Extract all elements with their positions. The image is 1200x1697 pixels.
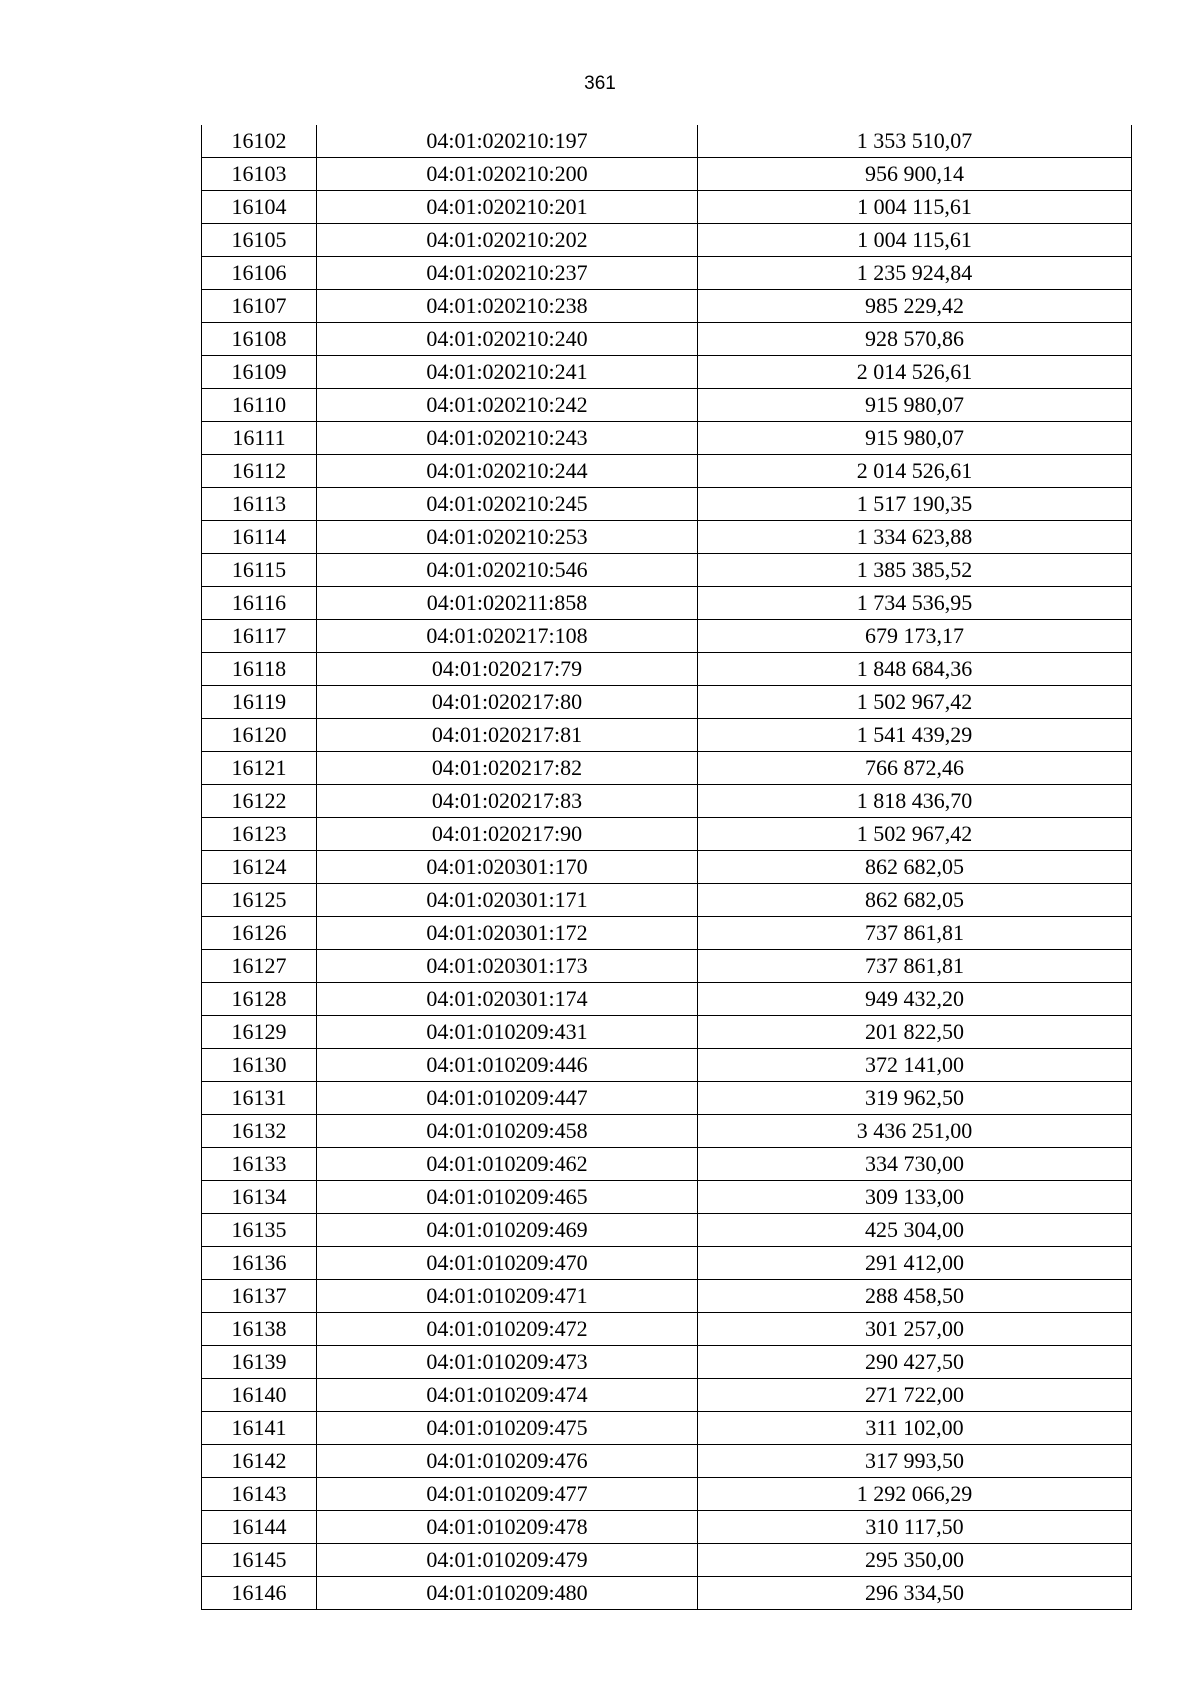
table-row (202, 1544, 1132, 1577)
row-number-cell: 16109 (202, 356, 317, 389)
table-row (202, 1016, 1132, 1049)
table-row (202, 752, 1132, 785)
row-number-cell: 16106 (202, 257, 317, 290)
value-cell: 1 334 623,88 (698, 521, 1132, 554)
row-number-cell: 16128 (202, 983, 317, 1016)
row-number-cell: 16118 (202, 653, 317, 686)
row-number-cell: 16134 (202, 1181, 317, 1214)
value-cell: 319 962,50 (698, 1082, 1132, 1115)
cadastral-number-cell: 04:01:020301:172 (317, 917, 698, 950)
cadastral-number-cell: 04:01:020301:171 (317, 884, 698, 917)
row-number-cell: 16116 (202, 587, 317, 620)
table-row (202, 554, 1132, 587)
cadastral-number-cell: 04:01:010209:447 (317, 1082, 698, 1115)
row-number-cell: 16104 (202, 191, 317, 224)
cadastral-number-cell: 04:01:020217:108 (317, 620, 698, 653)
row-number-cell: 16111 (202, 422, 317, 455)
table-row (202, 1379, 1132, 1412)
table-body (202, 125, 1132, 1610)
cadastral-number-cell: 04:01:020301:170 (317, 851, 698, 884)
cadastral-number-cell: 04:01:010209:478 (317, 1511, 698, 1544)
table-row (202, 521, 1132, 554)
row-number-cell: 16114 (202, 521, 317, 554)
cadastral-number-cell: 04:01:020210:241 (317, 356, 698, 389)
row-number-cell: 16133 (202, 1148, 317, 1181)
row-number-cell: 16132 (202, 1115, 317, 1148)
value-cell: 334 730,00 (698, 1148, 1132, 1181)
table-row (202, 455, 1132, 488)
table-row (202, 1049, 1132, 1082)
value-cell: 271 722,00 (698, 1379, 1132, 1412)
row-number-cell: 16138 (202, 1313, 317, 1346)
value-cell: 301 257,00 (698, 1313, 1132, 1346)
table-row (202, 917, 1132, 950)
value-cell: 1 004 115,61 (698, 191, 1132, 224)
value-cell: 1 818 436,70 (698, 785, 1132, 818)
cadastral-number-cell: 04:01:010209:471 (317, 1280, 698, 1313)
value-cell: 288 458,50 (698, 1280, 1132, 1313)
table-row (202, 488, 1132, 521)
value-cell: 1 848 684,36 (698, 653, 1132, 686)
cadastral-number-cell: 04:01:020217:83 (317, 785, 698, 818)
cadastral-number-cell: 04:01:010209:476 (317, 1445, 698, 1478)
cadastral-number-cell: 04:01:020210:240 (317, 323, 698, 356)
cadastral-number-cell: 04:01:020210:242 (317, 389, 698, 422)
cadastral-number-cell: 04:01:010209:465 (317, 1181, 698, 1214)
value-cell: 862 682,05 (698, 851, 1132, 884)
cadastral-number-cell: 04:01:020210:546 (317, 554, 698, 587)
row-number-cell: 16131 (202, 1082, 317, 1115)
row-number-cell: 16130 (202, 1049, 317, 1082)
row-number-cell: 16117 (202, 620, 317, 653)
value-cell: 425 304,00 (698, 1214, 1132, 1247)
value-cell: 1 235 924,84 (698, 257, 1132, 290)
value-cell: 2 014 526,61 (698, 455, 1132, 488)
cadastral-number-cell: 04:01:020217:90 (317, 818, 698, 851)
row-number-cell: 16125 (202, 884, 317, 917)
cadastral-number-cell: 04:01:010209:462 (317, 1148, 698, 1181)
value-cell: 2 014 526,61 (698, 356, 1132, 389)
table-row (202, 884, 1132, 917)
cadastral-number-cell: 04:01:020211:858 (317, 587, 698, 620)
value-cell: 1 517 190,35 (698, 488, 1132, 521)
row-number-cell: 16103 (202, 158, 317, 191)
value-cell: 291 412,00 (698, 1247, 1132, 1280)
table-row (202, 1214, 1132, 1247)
value-cell: 915 980,07 (698, 422, 1132, 455)
table-row (202, 851, 1132, 884)
cadastral-number-cell: 04:01:020217:79 (317, 653, 698, 686)
cadastral-number-cell: 04:01:020210:201 (317, 191, 698, 224)
value-cell: 310 117,50 (698, 1511, 1132, 1544)
table-row (202, 983, 1132, 1016)
table-row (202, 356, 1132, 389)
cadastral-number-cell: 04:01:020210:244 (317, 455, 698, 488)
row-number-cell: 16107 (202, 290, 317, 323)
value-cell: 295 350,00 (698, 1544, 1132, 1577)
value-cell: 737 861,81 (698, 917, 1132, 950)
value-cell: 201 822,50 (698, 1016, 1132, 1049)
value-cell: 949 432,20 (698, 983, 1132, 1016)
value-cell: 1 385 385,52 (698, 554, 1132, 587)
row-number-cell: 16123 (202, 818, 317, 851)
cadastral-number-cell: 04:01:020210:197 (317, 125, 698, 158)
value-cell: 928 570,86 (698, 323, 1132, 356)
table-row (202, 653, 1132, 686)
cadastral-number-cell: 04:01:010209:475 (317, 1412, 698, 1445)
cadastral-number-cell: 04:01:020217:82 (317, 752, 698, 785)
cadastral-number-cell: 04:01:010209:477 (317, 1478, 698, 1511)
row-number-cell: 16115 (202, 554, 317, 587)
row-number-cell: 16110 (202, 389, 317, 422)
row-number-cell: 16105 (202, 224, 317, 257)
table-row (202, 1313, 1132, 1346)
table-row (202, 1445, 1132, 1478)
row-number-cell: 16112 (202, 455, 317, 488)
table-row (202, 1346, 1132, 1379)
table-row (202, 587, 1132, 620)
cadastral-number-cell: 04:01:010209:458 (317, 1115, 698, 1148)
value-cell: 956 900,14 (698, 158, 1132, 191)
value-cell: 737 861,81 (698, 950, 1132, 983)
table-row (202, 1247, 1132, 1280)
table-row (202, 158, 1132, 191)
table-row (202, 818, 1132, 851)
table-row (202, 1412, 1132, 1445)
value-cell: 290 427,50 (698, 1346, 1132, 1379)
row-number-cell: 16143 (202, 1478, 317, 1511)
value-cell: 309 133,00 (698, 1181, 1132, 1214)
value-cell: 311 102,00 (698, 1412, 1132, 1445)
row-number-cell: 16124 (202, 851, 317, 884)
value-cell: 372 141,00 (698, 1049, 1132, 1082)
cadastral-number-cell: 04:01:020217:81 (317, 719, 698, 752)
value-cell: 679 173,17 (698, 620, 1132, 653)
table-row (202, 785, 1132, 818)
row-number-cell: 16102 (202, 125, 317, 158)
table-row (202, 1148, 1132, 1181)
cadastral-number-cell: 04:01:020210:245 (317, 488, 698, 521)
value-cell: 766 872,46 (698, 752, 1132, 785)
table-row (202, 950, 1132, 983)
value-cell: 1 734 536,95 (698, 587, 1132, 620)
row-number-cell: 16136 (202, 1247, 317, 1280)
row-number-cell: 16126 (202, 917, 317, 950)
table-row (202, 1478, 1132, 1511)
cadastral-number-cell: 04:01:010209:431 (317, 1016, 698, 1049)
cadastral-number-cell: 04:01:010209:472 (317, 1313, 698, 1346)
cadastral-number-cell: 04:01:020210:238 (317, 290, 698, 323)
row-number-cell: 16129 (202, 1016, 317, 1049)
value-cell: 1 502 967,42 (698, 686, 1132, 719)
table-row (202, 224, 1132, 257)
cadastral-number-cell: 04:01:010209:470 (317, 1247, 698, 1280)
row-number-cell: 16145 (202, 1544, 317, 1577)
table-row (202, 1082, 1132, 1115)
cadastral-number-cell: 04:01:010209:479 (317, 1544, 698, 1577)
table-row (202, 1115, 1132, 1148)
table-row (202, 389, 1132, 422)
table-row (202, 1511, 1132, 1544)
value-cell: 1 353 510,07 (698, 125, 1132, 158)
cadastral-number-cell: 04:01:020210:243 (317, 422, 698, 455)
page-number: 361 (584, 73, 616, 94)
table-row (202, 620, 1132, 653)
value-cell: 3 436 251,00 (698, 1115, 1132, 1148)
cadastral-number-cell: 04:01:020301:173 (317, 950, 698, 983)
value-cell: 862 682,05 (698, 884, 1132, 917)
table-row (202, 1181, 1132, 1214)
row-number-cell: 16120 (202, 719, 317, 752)
row-number-cell: 16121 (202, 752, 317, 785)
cadastral-number-cell: 04:01:010209:446 (317, 1049, 698, 1082)
cadastral-number-cell: 04:01:020301:174 (317, 983, 698, 1016)
table-row (202, 686, 1132, 719)
table-row (202, 422, 1132, 455)
value-cell: 1 292 066,29 (698, 1478, 1132, 1511)
cadastral-number-cell: 04:01:010209:473 (317, 1346, 698, 1379)
row-number-cell: 16141 (202, 1412, 317, 1445)
cadastral-number-cell: 04:01:010209:469 (317, 1214, 698, 1247)
row-number-cell: 16113 (202, 488, 317, 521)
row-number-cell: 16122 (202, 785, 317, 818)
cadastral-number-cell: 04:01:010209:474 (317, 1379, 698, 1412)
row-number-cell: 16108 (202, 323, 317, 356)
table-row (202, 719, 1132, 752)
value-cell: 1 541 439,29 (698, 719, 1132, 752)
table-row (202, 191, 1132, 224)
row-number-cell: 16127 (202, 950, 317, 983)
row-number-cell: 16146 (202, 1577, 317, 1610)
value-cell: 985 229,42 (698, 290, 1132, 323)
table-row (202, 1280, 1132, 1313)
cadastral-number-cell: 04:01:010209:480 (317, 1577, 698, 1610)
value-cell: 1 502 967,42 (698, 818, 1132, 851)
table-row (202, 125, 1132, 158)
cadastral-number-cell: 04:01:020210:253 (317, 521, 698, 554)
cadastral-number-cell: 04:01:020210:200 (317, 158, 698, 191)
value-cell: 1 004 115,61 (698, 224, 1132, 257)
data-table (201, 125, 1132, 1610)
row-number-cell: 16142 (202, 1445, 317, 1478)
row-number-cell: 16140 (202, 1379, 317, 1412)
table-row (202, 290, 1132, 323)
cadastral-table (201, 125, 1131, 1610)
table-row (202, 323, 1132, 356)
value-cell: 317 993,50 (698, 1445, 1132, 1478)
value-cell: 915 980,07 (698, 389, 1132, 422)
row-number-cell: 16119 (202, 686, 317, 719)
row-number-cell: 16144 (202, 1511, 317, 1544)
row-number-cell: 16135 (202, 1214, 317, 1247)
cadastral-number-cell: 04:01:020217:80 (317, 686, 698, 719)
cadastral-number-cell: 04:01:020210:202 (317, 224, 698, 257)
row-number-cell: 16139 (202, 1346, 317, 1379)
row-number-cell: 16137 (202, 1280, 317, 1313)
cadastral-number-cell: 04:01:020210:237 (317, 257, 698, 290)
table-row (202, 257, 1132, 290)
value-cell: 296 334,50 (698, 1577, 1132, 1610)
table-row (202, 1577, 1132, 1610)
